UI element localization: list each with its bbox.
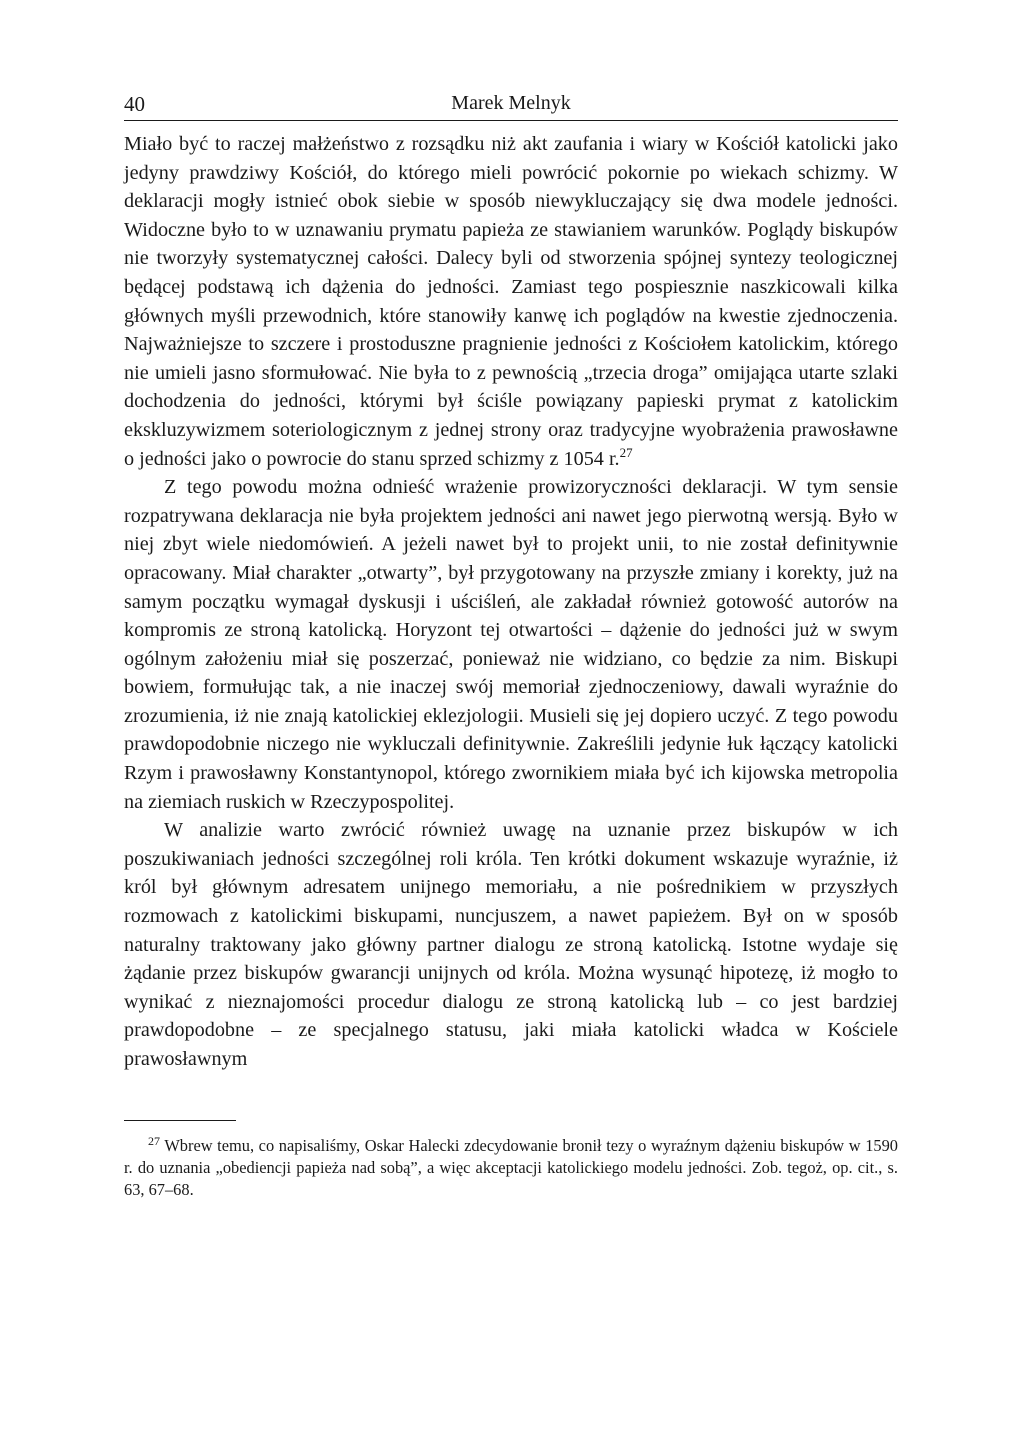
footnote-number: 27 <box>148 1133 160 1148</box>
footnote-rule <box>124 1120 236 1121</box>
paragraph-1-text: Miało być to raczej małżeństwo z rozsądku niż akt zaufania i wiary w Kościół katolicki jako jedyny prawdziwy Kościół, do którego mieli powrócić pokornie po wiekach schizmy. W deklaracji mogły istnieć obok siebie w sposób niewykluczający się dwa modele jedności. Widoczne było to w uznawaniu prymatu papieża ze stawianiem warunków. Poglądy biskupów nie tworzyły systematycznej całości. Dalecy byli od stworzenia spójnej syntezy teologicznej będącej podstawą ich dążenia do jedności. Zamiast tego pospiesznie naszkicowali kilka głównych myśli przewodnich, które stanowiły kanwę ich poglądów na kwestie zjednoczenia. Najważniejsze to szczere i prostoduszne pragnienie jedności z Kościołem katolickim, którego nie umieli jasno sformułować. Nie była to z pewnością „trzecia droga” omijająca utarte szlaki dochodzenia do jedności, którymi był ściśle powiązany papieski prymat z katolickim ekskluzywizmem soteriologicznym z jednej strony oraz tradycyjne wyobrażenia prawosławne o jedności jako o powrocie do stanu sprzed schizmy z 1054 r. <box>124 133 898 470</box>
paragraph-1 <box>124 130 898 473</box>
body-text <box>124 130 898 1074</box>
running-title: Marek Melnyk <box>451 92 571 114</box>
paragraph-3: W analizie warto zwrócić również uwagę na uznanie przez biskupów w ich poszukiwaniach jedności szczególnej roli króla. Ten krótki dokument wskazuje wyraźnie, iż król był głównym adresatem unijnego memoriału, a nie pośrednikiem w przyszłych rozmowach z katolickimi biskupami, nuncjuszem, a nawet papieżem. Był on w sposób naturalny traktowany jako główny partner dialogu ze stroną katolicką. Istotne wydaje się żądanie przez biskupów gwarancji unijnych od króla. Można wysunąć hipotezę, iż mogło to wynikać z nieznajomości procedur dialogu ze stroną katolicką lub – co jest bardziej prawdopodobne – ze specjalnego statusu, jaki miała katolicki władca w Kościele prawosławnym <box>124 819 898 1070</box>
footnote-ref-27: 27 <box>619 444 633 460</box>
page <box>124 84 898 1201</box>
footnote-27 <box>124 1135 898 1201</box>
footnote-text: Wbrew temu, co napisaliśmy, Oskar Halecki zdecydowanie bronił tezy o wyraźnym dążeniu biskupów w 1590 r. do uznania „obediencji papieża nad sobą”, a więc akceptacji katolickiego modelu jedności. Zob. tegoż, op. cit., s. 63, 67–68. <box>124 1135 898 1199</box>
running-head <box>124 84 898 121</box>
paragraph-2: Z tego powodu można odnieść wrażenie prowizoryczności deklaracji. W tym sensie rozpatrywana deklaracja nie była projektem jedności ani nawet jego pierwotną wersją. Było w niej zbyt wiele niedomówień. A jeżeli nawet był to projekt unii, to nie został definitywnie opracowany. Miał charakter „otwarty”, był przygotowany na przyszłe zmiany i korekty, już na samym początku wymagał dyskusji i uściśleń, ale zakładał również gotowość autorów na kompromis ze stroną katolicką. Horyzont tej otwartości – dążenie do jedności już w swym ogólnym założeniu miał się poszerzać, ponieważ nie widziano, co będzie za nim. Biskupi bowiem, formułując tak, a nie inaczej swój memoriał zjednoczeniowy, dawali wyraźnie do zrozumienia, iż nie znają katolickiej eklezjologii. Musieli się jej dopiero uczyć. Z tego powodu prawdopodobnie niczego nie wykluczali definitywnie. Zakreślili jedynie łuk łączący katolicki Rzym i prawosławny Konstantynopol, którego zwornikiem miała być ich kijowska metropolia na ziemiach ruskich w Rzeczypospolitej. <box>124 476 898 813</box>
page-number: 40 <box>124 92 145 116</box>
